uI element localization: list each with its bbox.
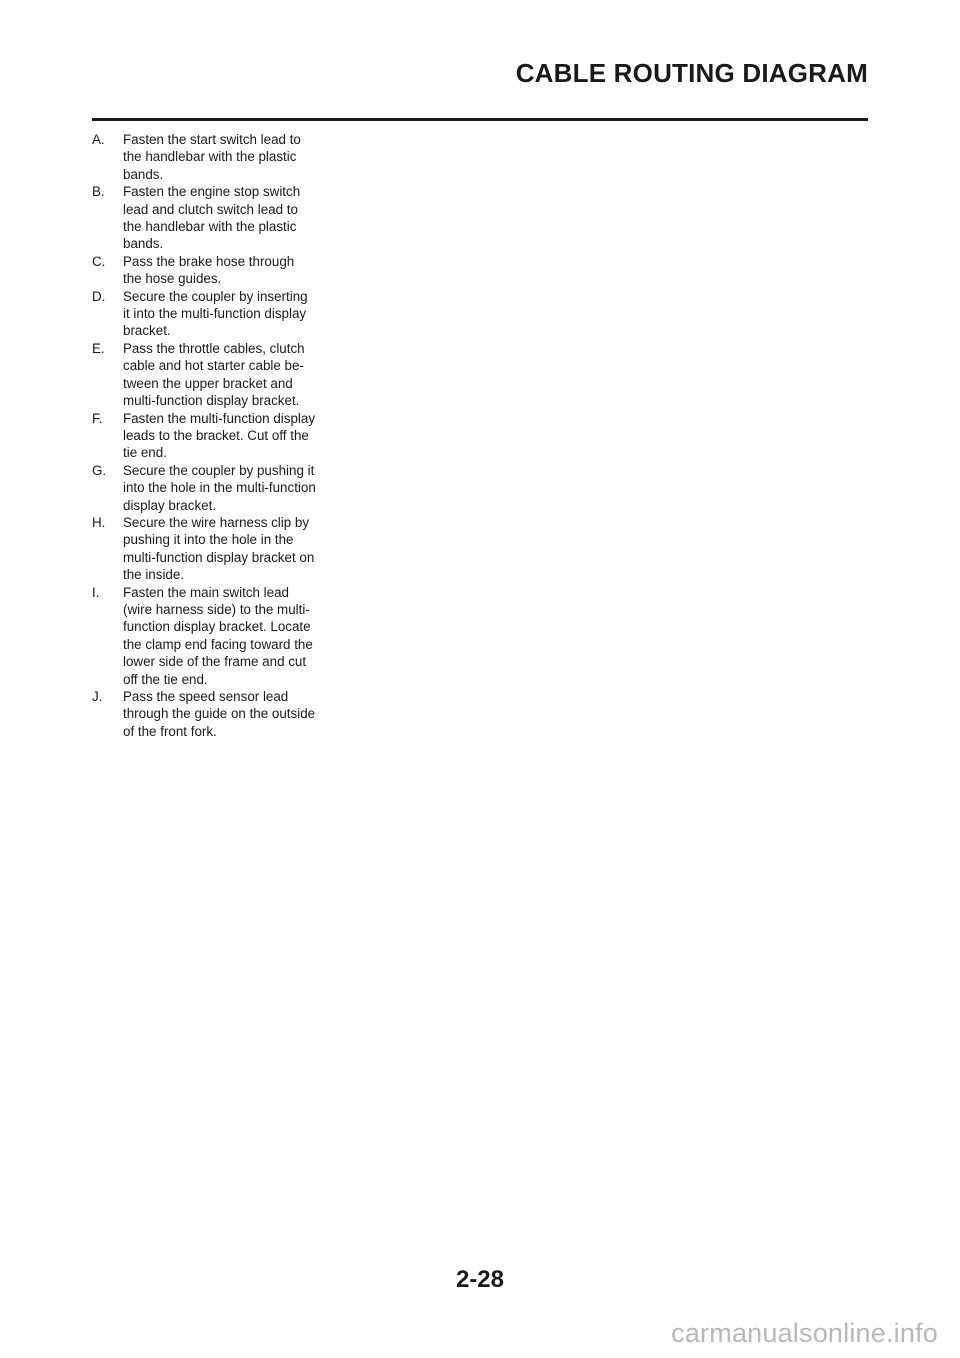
note-text: [123, 584, 328, 688]
note-line: multi-function display bracket.: [123, 393, 300, 409]
note-line: into the hole in the multi-function: [123, 480, 316, 496]
note-line: Pass the speed sensor lead: [123, 689, 289, 704]
routing-notes-list: [92, 131, 328, 740]
note-line: pushing it into the hole in the: [123, 532, 294, 548]
note-text: [123, 462, 328, 514]
note-line: off the tie end.: [123, 671, 208, 687]
note-line: Fasten the start switch lead to: [123, 132, 301, 147]
page-title: CABLE ROUTING DIAGRAM: [515, 58, 868, 88]
list-item: [92, 288, 328, 340]
note-letter: J.: [92, 689, 103, 704]
list-item: [92, 410, 328, 462]
note-letter: E.: [92, 340, 105, 356]
note-line: lead and clutch switch lead to: [123, 201, 298, 217]
note-line: leads to the bracket. Cut off the: [123, 427, 309, 443]
title-divider: [92, 118, 868, 121]
list-item: [92, 462, 328, 514]
list-item: [92, 183, 328, 253]
note-text: [123, 688, 328, 740]
note-text: [123, 131, 328, 183]
note-line: cable and hot starter cable be-: [123, 358, 304, 374]
note-letter: C.: [92, 253, 106, 269]
note-line: the clamp end facing toward the: [123, 636, 313, 652]
note-letter: A.: [92, 132, 105, 147]
note-line: bands.: [123, 166, 164, 182]
note-line: of the front fork.: [123, 723, 217, 739]
note-line: function display bracket. Locate: [123, 619, 311, 635]
list-item: [92, 584, 328, 688]
list-item: [92, 688, 328, 740]
note-line: bracket.: [123, 323, 171, 339]
note-line: Pass the throttle cables, clutch: [123, 340, 305, 356]
watermark: carmanualsonline.info: [671, 1318, 938, 1348]
page-number: 2-28: [455, 1266, 505, 1293]
list-item: [92, 253, 328, 288]
note-line: through the guide on the outside: [123, 706, 316, 722]
note-text: [123, 253, 328, 288]
note-letter: D.: [92, 288, 106, 304]
list-item: [92, 131, 328, 183]
note-letter: G.: [92, 462, 107, 478]
note-line: the handlebar with the plastic: [123, 149, 297, 165]
note-line: the inside.: [123, 567, 185, 583]
note-line: Fasten the multi-function display: [123, 410, 316, 426]
note-text: [123, 288, 328, 340]
note-line: tween the upper bracket and: [123, 375, 293, 391]
note-letter: H.: [92, 514, 106, 530]
note-line: Secure the coupler by pushing it: [123, 462, 315, 478]
note-line: Fasten the main switch lead: [123, 584, 289, 600]
note-line: it into the multi-function display: [123, 306, 307, 322]
note-line: the hose guides.: [123, 271, 222, 287]
note-letter: F.: [92, 410, 103, 426]
note-line: display bracket.: [123, 497, 217, 513]
list-item: [92, 514, 328, 584]
note-line: Secure the coupler by inserting: [123, 288, 308, 304]
list-item: [92, 340, 328, 410]
note-line: lower side of the frame and cut: [123, 654, 307, 670]
note-line: Pass the brake hose through: [123, 253, 295, 269]
note-text: [123, 183, 328, 253]
note-text: [123, 514, 328, 584]
note-line: Fasten the engine stop switch: [123, 184, 301, 200]
note-line: multi-function display bracket on: [123, 549, 315, 565]
note-text: [123, 410, 328, 462]
note-line: the handlebar with the plastic: [123, 219, 297, 235]
note-letter: B.: [92, 184, 105, 200]
note-line: (wire harness side) to the multi-: [123, 601, 310, 617]
note-letter: I.: [92, 584, 100, 600]
note-line: bands.: [123, 236, 164, 252]
note-text: [123, 340, 328, 410]
note-line: Secure the wire harness clip by: [123, 514, 310, 530]
note-line: tie end.: [123, 445, 167, 461]
